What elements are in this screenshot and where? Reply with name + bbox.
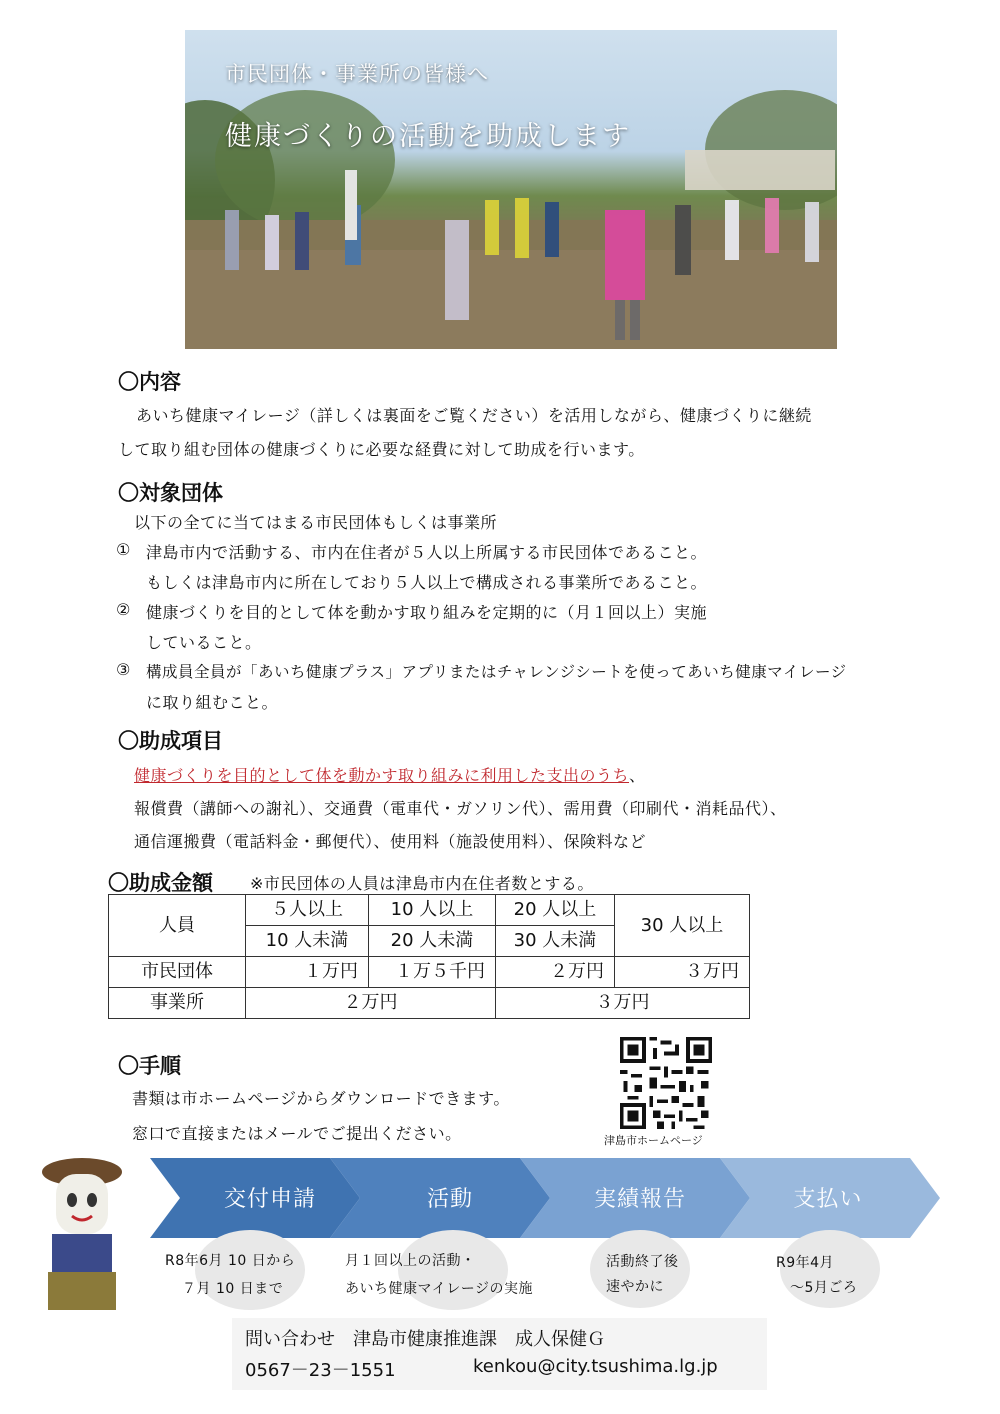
section-heading-content: 〇内容 — [118, 370, 181, 394]
target-item-text: 津島市内で活動する、市内在住者が５人以上所属する市民団体であること。 — [146, 543, 708, 562]
procedure-line1: 書類は市ホームページからダウンロードできます。 — [132, 1089, 510, 1108]
procedure-line2: 窓口で直接またはメールでご提出ください。 — [132, 1124, 462, 1143]
flow-step-label: 実績報告 — [593, 1187, 686, 1212]
target-item-number: ① — [116, 540, 131, 559]
target-item-text: に取り組むこと。 — [146, 693, 279, 712]
table-header-cell: 10 人未満 — [246, 926, 369, 957]
table-cell: ２万円 — [496, 957, 615, 988]
flow-note-line2: ７月 10 日まで — [182, 1281, 284, 1297]
content-text-line2: して取り組む団体の健康づくりに必要な経費に対して助成を行います。 — [118, 440, 645, 459]
hero-photo — [185, 30, 837, 349]
table-header-cell: 30 人以上 — [615, 895, 750, 957]
flow-note-line2: ～5月ごろ — [790, 1280, 858, 1296]
table-row-label: 市民団体 — [109, 957, 246, 988]
contact-department: 問い合わせ 津島市健康推進課 成人保健Ｇ — [245, 1329, 605, 1350]
flow-note-line2: あいち健康マイレージの実施 — [345, 1281, 533, 1297]
table-header-label: 人員 — [109, 895, 246, 957]
target-item-number: ③ — [116, 660, 131, 679]
table-cell: ３万円 — [496, 988, 750, 1019]
flow-note-line2: 速やかに — [606, 1279, 664, 1295]
contact-phone[interactable]: 0567－23－1551 — [245, 1360, 396, 1381]
qr-code-icon[interactable] — [620, 1037, 712, 1129]
hero-title: 健康づくりの活動を助成します — [225, 121, 631, 152]
amount-note: ※市民団体の人員は津島市内在住者数とする。 — [250, 874, 594, 893]
flow-step-label: 活動 — [426, 1187, 473, 1212]
section-heading-target: 〇対象団体 — [118, 481, 223, 505]
table-header-row — [109, 895, 750, 926]
flow-note-line1: R9年4月 — [776, 1255, 835, 1271]
target-item-text: 健康づくりを目的として体を動かす取り組みを定期的に（月１回以上）実施 — [146, 603, 708, 622]
table-cell: ２万円 — [246, 988, 496, 1019]
section-heading-items: 〇助成項目 — [118, 729, 223, 753]
table-header-cell: 20 人以上 — [496, 895, 615, 926]
target-item-text: もしくは津島市内に所在しており５人以上で構成される事業所であること。 — [146, 573, 708, 592]
flow-note-line1: 月１回以上の活動・ — [345, 1253, 476, 1269]
flow-step-label: 支払い — [793, 1187, 863, 1212]
target-intro: 以下の全てに当てはまる市民団体もしくは事業所 — [134, 513, 498, 532]
items-line3: 通信運搬費（電話料金・郵便代）、使用料（施設使用料）、保険料など — [134, 832, 647, 851]
content-text-line1: あいち健康マイレージ（詳しくは裏面をご覧ください）を活用しながら、健康づくりに継続 — [136, 406, 812, 425]
flow-step-label: 交付申請 — [223, 1187, 316, 1212]
target-item-text: していること。 — [146, 633, 262, 652]
qr-code-label: 津島市ホームページ — [604, 1134, 703, 1147]
section-heading-procedure: 〇手順 — [118, 1054, 181, 1078]
table-header-cell: 20 人未満 — [369, 926, 496, 957]
table-row — [109, 988, 750, 1019]
flow-note-line1: R8年6月 10 日から — [165, 1253, 296, 1269]
table-cell: １万円 — [246, 957, 369, 988]
items-comma: 、 — [629, 766, 646, 785]
table-header-cell: 10 人以上 — [369, 895, 496, 926]
table-row — [109, 957, 750, 988]
target-item-text: 構成員全員が「あいち健康プラス」アプリまたはチャレンジシートを使ってあいち健康マイレージ — [146, 663, 847, 681]
contact-email[interactable]: kenkou@city.tsushima.lg.jp — [473, 1356, 718, 1377]
amount-table — [108, 894, 750, 1019]
flow-note-line1: 活動終了後 — [606, 1254, 679, 1270]
items-line1 — [134, 763, 646, 786]
hero-subtitle: 市民団体・事業所の皆様へ — [225, 62, 489, 86]
table-cell: １万５千円 — [369, 957, 496, 988]
table-cell: ３万円 — [615, 957, 750, 988]
note-bubble — [398, 1230, 508, 1310]
table-header-cell: 30 人未満 — [496, 926, 615, 957]
mascot-image — [38, 1152, 126, 1312]
table-row-label: 事業所 — [109, 988, 246, 1019]
items-line2: 報償費（講師への謝礼）、交通費（電車代・ガソリン代）、需用費（印刷代・消耗品代）、 — [134, 799, 787, 818]
note-bubble — [195, 1230, 305, 1310]
items-underlined-text: 健康づくりを目的として体を動かす取り組みに利用した支出のうち — [134, 766, 630, 785]
table-header-cell: ５人以上 — [246, 895, 369, 926]
section-heading-amount: 〇助成金額 — [108, 871, 213, 895]
target-item-number: ② — [116, 600, 131, 619]
